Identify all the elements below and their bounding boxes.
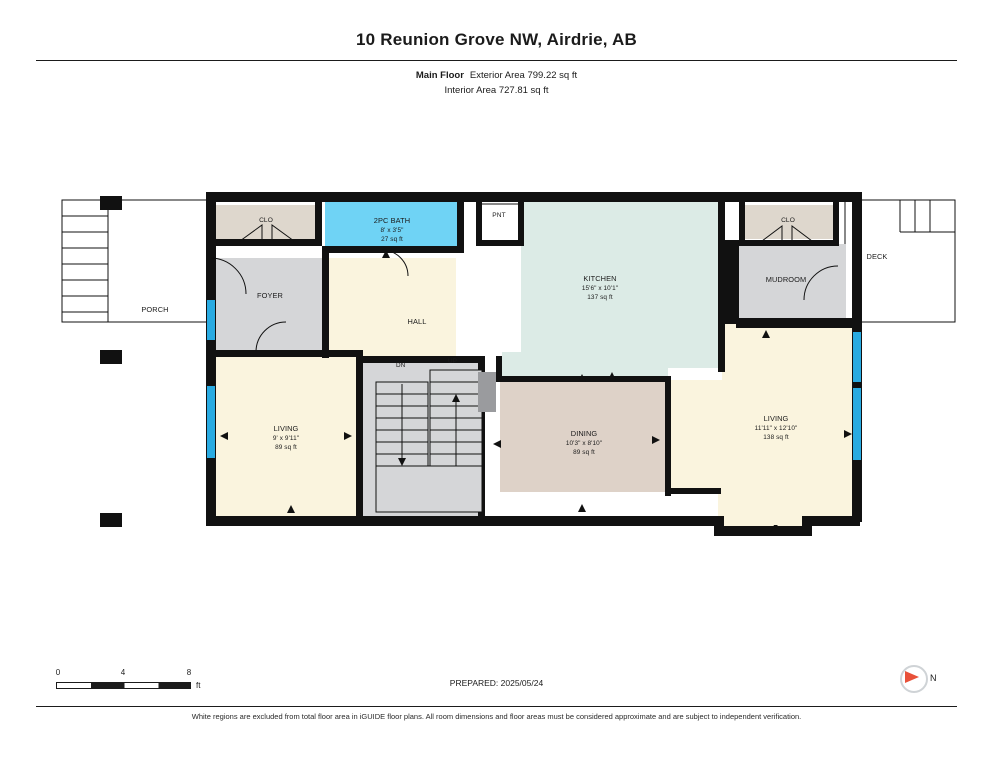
room-label-pnt: PNT <box>492 212 506 219</box>
window-living-right-lower[interactable] <box>853 388 861 460</box>
room-label-porch: PORCH <box>141 305 169 314</box>
foyer-fill <box>212 258 328 354</box>
room-label-kitchen: KITCHEN 15'6" x 10'1" 137 sq ft <box>581 274 619 302</box>
window-porch-side[interactable] <box>207 300 215 340</box>
room-label-closet-right: CLO <box>781 217 795 224</box>
room-label-living-right: LIVING 11'11" x 12'10" 138 sq ft <box>754 414 798 442</box>
pnt-fill <box>479 204 521 242</box>
stairs <box>376 370 496 512</box>
stair-label-down: DN <box>396 362 406 369</box>
scale-unit: ft <box>196 681 201 690</box>
room-label-hall: HALL <box>407 317 427 326</box>
scale-tick-0: 0 <box>55 668 61 677</box>
scale-tick-2: 8 <box>186 668 192 677</box>
prepared-date: PREPARED: 2025/05/24 <box>449 678 544 688</box>
room-label-mudroom: MUDROOM <box>765 275 807 284</box>
scale-tick-1: 4 <box>120 668 126 677</box>
room-label-bath: 2PC BATH 8' x 3'5" 27 sq ft <box>373 216 411 244</box>
page-title: 10 Reunion Grove NW, Airdrie, AB <box>356 30 637 49</box>
window-living-left[interactable] <box>207 386 215 458</box>
exterior-area: Exterior Area 799.22 sq ft <box>469 70 578 81</box>
floor-label: Main Floor <box>415 70 464 81</box>
room-label-deck: DECK <box>866 252 888 261</box>
disclaimer-text: White regions are excluded from total floor area in iGUIDE floor plans. All room dimensions and floor areas must be considered approximate and are subject to independent verification. <box>191 712 802 721</box>
footer-divider <box>36 706 957 707</box>
porch-region <box>62 196 210 527</box>
room-label-living-left: LIVING 9' x 9'11" 89 sq ft <box>272 424 300 452</box>
room-label-foyer: FOYER <box>257 291 283 300</box>
stair-label-up: UP <box>448 358 457 365</box>
compass-north-label: N <box>930 673 937 683</box>
window-living-right-upper[interactable] <box>853 332 861 382</box>
room-label-closet-left: CLO <box>259 217 273 224</box>
room-label-dining: DINING 10'3" x 8'10" 89 sq ft <box>565 429 603 457</box>
interior-area: Interior Area 727.81 sq ft <box>444 85 549 96</box>
